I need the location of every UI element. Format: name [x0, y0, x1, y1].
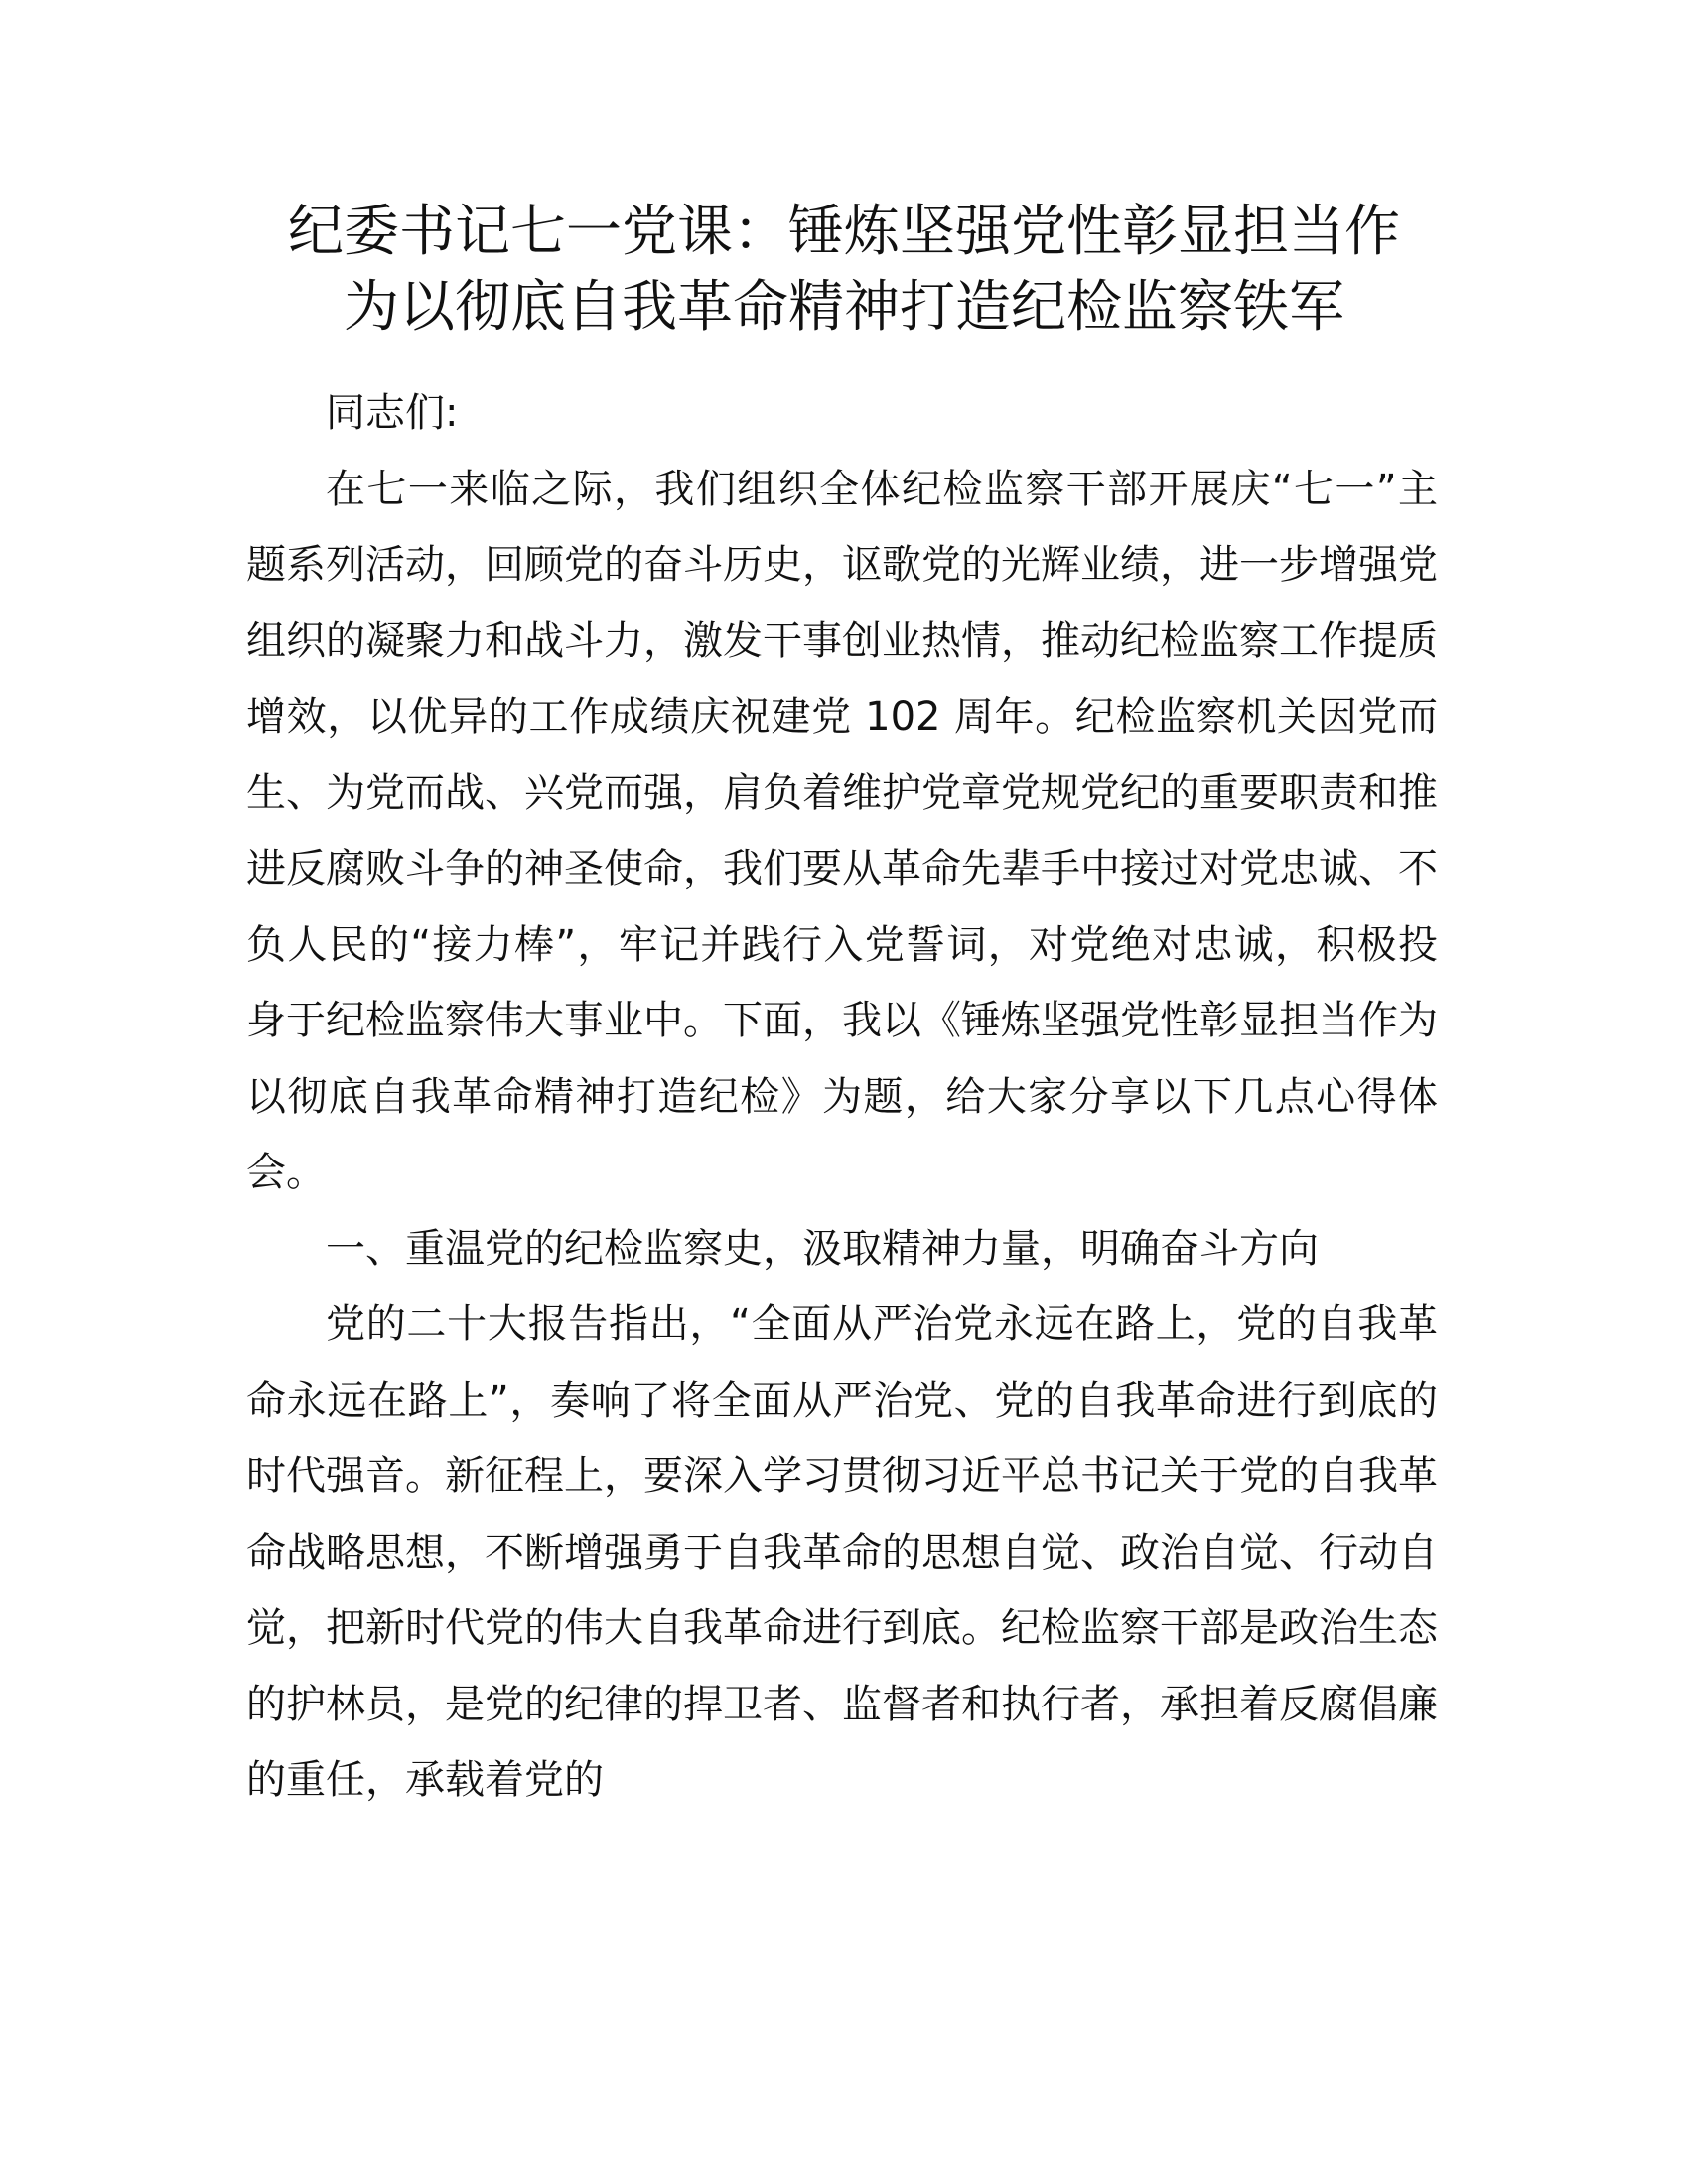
salutation: 同志们: — [326, 390, 459, 436]
paragraph-intro: 在七一来临之际，我们组织全体纪检监察干部开展庆“七一”主题系列活动，回顾党的奋斗历史，讴歌党的光辉业绩，进一步增强党组织的凝聚力和战斗力，激发干事创业热情，推动纪检监察工作提质增效，以优异的工作成绩庆祝建党 102 周年。纪检监察机关因党而生、为党而战、兴党而强，肩负着维护党章党规党纪的重要职责和推进反腐败斗争的神圣使命，我们要从革命先辈手中接过对党忠诚、不负人民的“接力棒”，牢记并践行入党誓词，对党绝对忠诚，积极投身于纪检监察伟大事业中。下面，我以《锤炼坚强党性彰显担当作为以彻底自我革命精神打造纪检》为题，给大家分享以下几点心得体会。 — [246, 466, 1438, 1195]
section-heading-1: 一、重温党的纪检监察史，汲取精神力量，明确奋斗方向 — [326, 1225, 1319, 1272]
title-line-2: 为以彻底自我革命精神打造纪检监察铁军 — [344, 275, 1344, 340]
document-title — [199, 195, 1489, 345]
document-body — [246, 375, 1438, 1819]
paragraph-section-1: 党的二十大报告指出，“全面从严治党永远在路上，党的自我革命永远在路上”，奏响了将全面从严治党、党的自我革命进行到底的时代强音。新征程上，要深入学习贯彻习近平总书记关于党的自我革命战略思想，不断增强勇于自我革命的思想自觉、政治自觉、行动自觉，把新时代党的伟大自我革命进行到底。纪检监察干部是政治生态的护林员，是党的纪律的捍卫者、监督者和执行者，承担着反腐倡廉的重任，承载着党的 — [246, 1301, 1438, 1803]
title-line-1: 纪委书记七一党课：锤炼坚强党性彰显担当作 — [288, 200, 1400, 264]
